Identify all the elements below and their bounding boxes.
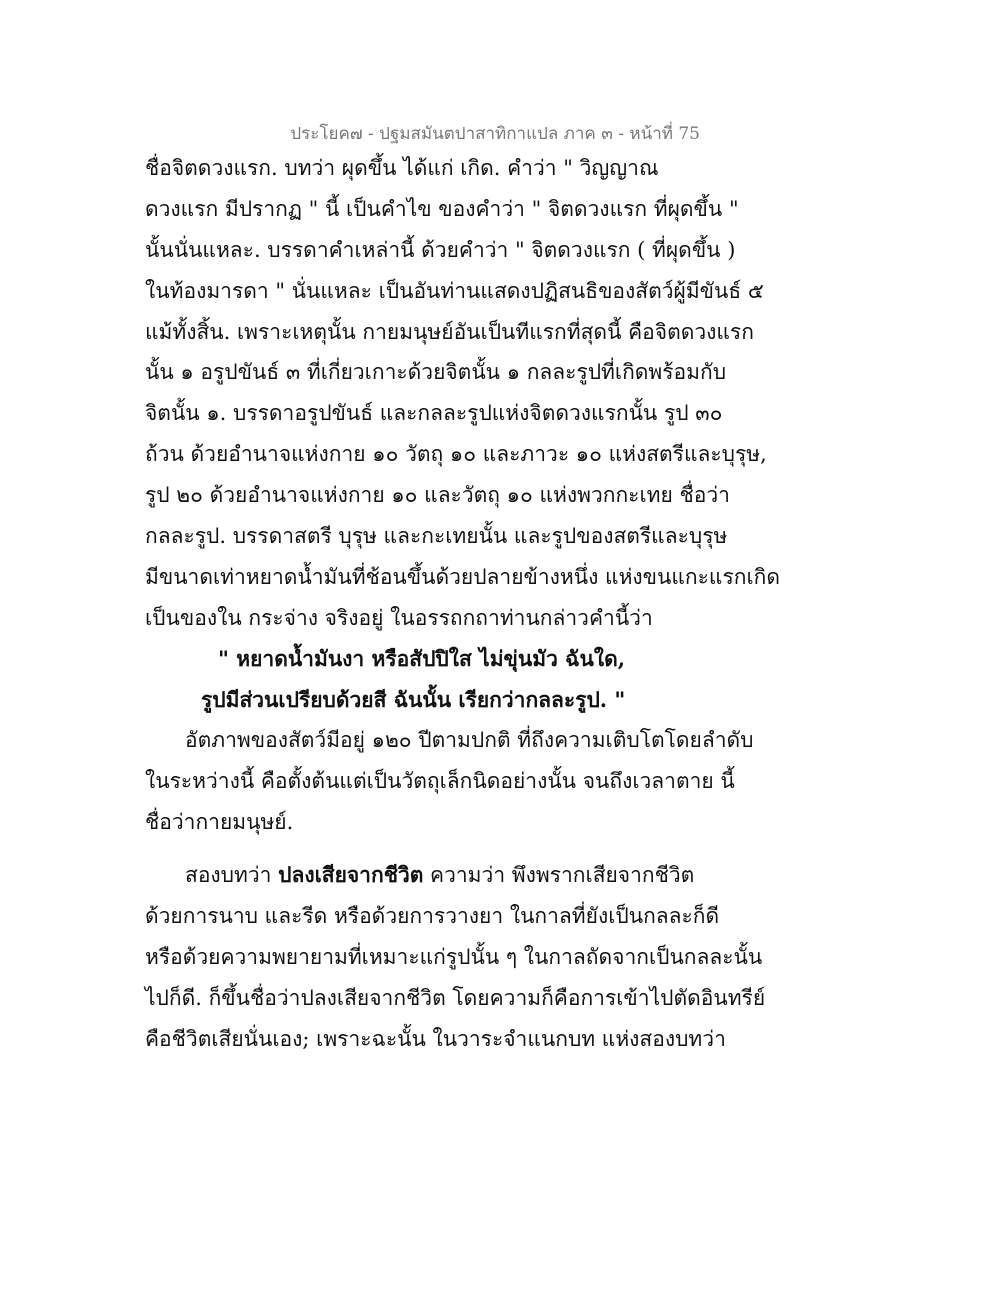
text-line: [145, 855, 745, 896]
para3-intro: สองบทว่า: [185, 863, 279, 888]
text-line: อัตภาพของสัตว์มีอยู่ ๑๒๐ ปีตามปกติ ที่ถึงความเติบโตโดยลำดับ: [185, 728, 754, 753]
text-line: ในระหว่างนี้ คือตั้งต้นแต่เป็นวัตถุเล็กนิดอย่างนั้น จนถึงเวลาตาย นี้: [145, 769, 735, 794]
page-body: [145, 148, 780, 1060]
verse-line-2: รูปมีส่วนเปรียบด้วยสี ฉันนั้น เรียกว่ากลละรูป. ": [201, 686, 626, 712]
text-line: ชื่อว่ากายมนุษย์.: [145, 810, 294, 835]
verse-line-1: " หยาดน้ำมันงา หรือสัปปิใส ไม่ขุ่นมัว ฉันใด,: [218, 645, 626, 671]
text-line: จิตนั้น ๑. บรรดาอรูปขันธ์ และกลละรูปแห่งจิตดวงแรกนั้น รูป ๓๐: [145, 401, 723, 426]
text-line: มีขนาดเท่าหยาดน้ำมันที่ช้อนขึ้นด้วยปลายข้างหนึ่ง แห่งขนแกะแรกเกิด: [145, 564, 780, 589]
term-bold: ปลงเสียจากชีวิต: [278, 862, 424, 888]
paragraph-gap: [145, 843, 745, 855]
text-line: ถ้วน ด้วยอำนาจแห่งกาย ๑๐ วัตถุ ๑๐ และภาวะ ๑๐ แห่งสตรีและบุรุษ,: [145, 442, 767, 467]
text-line: ดวงแรก มีปรากฏ " นี้ เป็นคำไข ของคำว่า " จิตดวงแรก ที่ผุดขึ้น ": [145, 196, 739, 221]
text-line: นั้น ๑ อรูปขันธ์ ๓ ที่เกี่ยวเกาะด้วยจิตนั้น ๑ กลละรูปที่เกิดพร้อมกับ: [145, 360, 727, 385]
text-line: นั้นนั่นแหละ. บรรดาคำเหล่านี้ ด้วยคำว่า " จิตดวงแรก ( ที่ผุดขึ้น ): [145, 237, 736, 262]
text-line: เป็นของใน กระจ่าง จริงอยู่ ในอรรถกถาท่านกล่าวคำนี้ว่า: [145, 605, 653, 630]
text-line: รูป ๒๐ ด้วยอำนาจแห่งกาย ๑๐ และวัตถุ ๑๐ แห่งพวกกะเทย ชื่อว่า: [145, 483, 730, 508]
para3-rest: ความว่า พึงพรากเสียจากชีวิต: [423, 863, 695, 888]
text-line: ไปก็ดี. ก็ขึ้นชื่อว่าปลงเสียจากชีวิต โดยความก็คือการเข้าไปตัดอินทรีย์: [145, 985, 766, 1010]
text-line: ด้วยการนาบ และรีด หรือด้วยการวางยา ในกาลที่ยังเป็นกลละก็ดี: [145, 904, 720, 929]
text-line: หรือด้วยความพยายามที่เหมาะแก่รูปนั้น ๆ ในกาลถัดจากเป็นกลละนั้น: [145, 944, 763, 969]
text-line: กลละรูป. บรรดาสตรี บุรุษ และกะเทยนั้น และรูปของสตรีและบุรุษ: [145, 524, 728, 549]
text-line: คือชีวิตเสียนั่นเอง; เพราะฉะนั้น ในวาระจำแนกบท แห่งสองบทว่า: [145, 1026, 726, 1051]
text-line: ในท้องมารดา " นั่นแหละ เป็นอันท่านแสดงปฏิสนธิของสัตว์ผู้มีขันธ์ ๕: [145, 278, 764, 303]
text-line: ชื่อจิตดวงแรก. บทว่า ผุดขึ้น ได้แก่ เกิด. คำว่า " วิญญาณ: [145, 156, 659, 180]
page-header: ประโยค๗ - ปฐมสมันตปาสาทิกาแปล ภาค ๓ - หน้าที่ 75: [290, 124, 700, 144]
text-line: แม้ทั้งสิ้น. เพราะเหตุนั้น กายมนุษย์อันเป็นทีแรกที่สุดนี้ คือจิตดวงแรก: [145, 319, 754, 344]
